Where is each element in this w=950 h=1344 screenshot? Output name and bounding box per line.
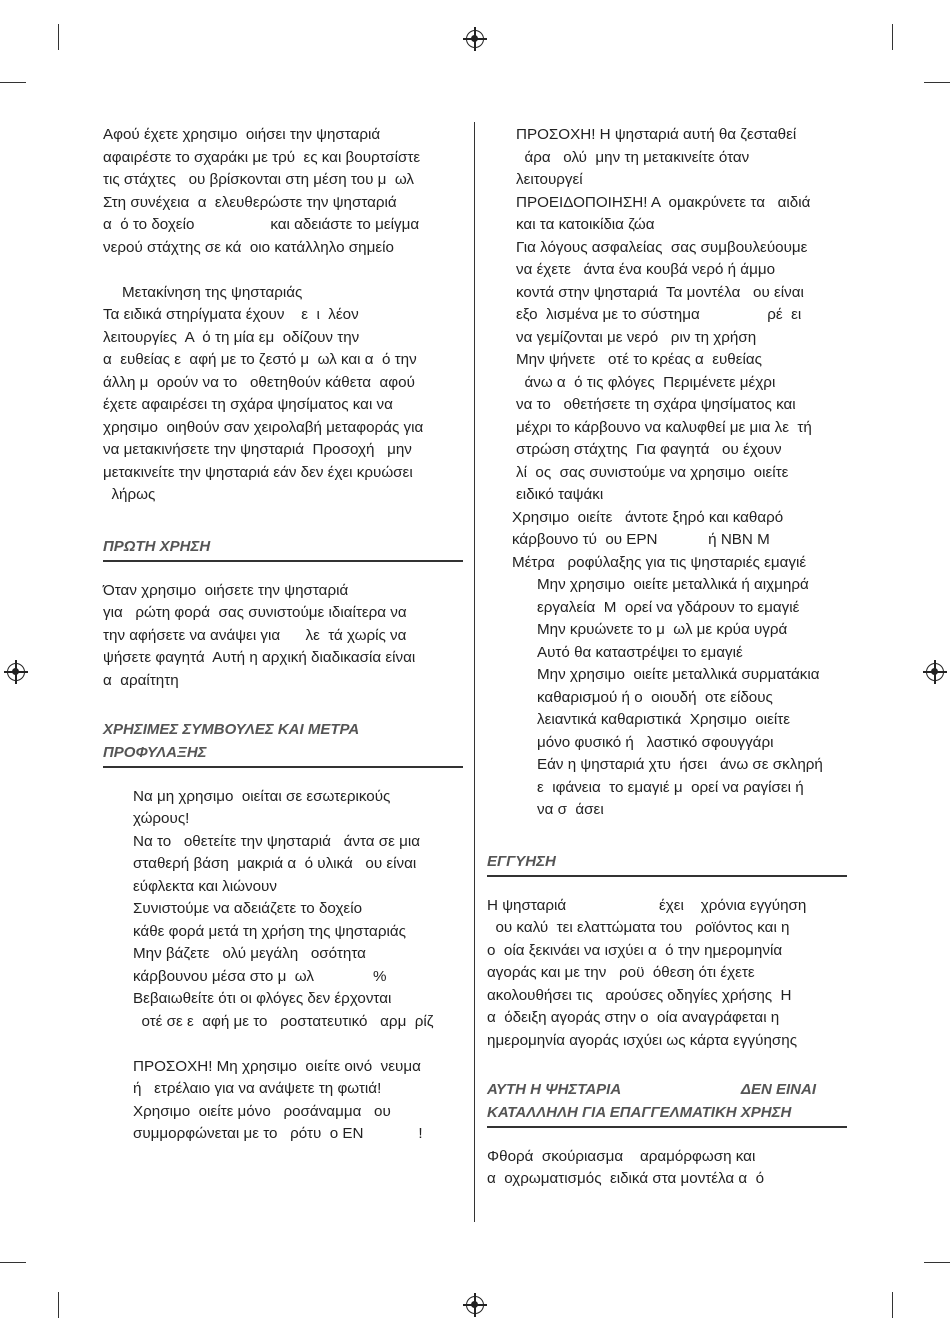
section-heading: ΑΥΤΗ Η ΨΗΣΤΑΡΙΑ ΔΕΝ ΕΙΝΑΙ (487, 1081, 816, 1098)
list-item: Βεβαιωθείτε ότι οι φλόγες δεν έρχονται (133, 990, 392, 1007)
text-line: α οχρωματισμός ειδικά στα μοντέλα α ό (487, 1170, 765, 1187)
list-item: λειτουργεί (516, 171, 583, 188)
list-item: εξο λισμένα με το σύστημα ρέ ει (516, 306, 802, 323)
list-item: εύφλεκτα και λιώνουν (133, 877, 277, 895)
list-item: Μην κρυώνετε το μ ωλ με κρύα υγρά (537, 621, 788, 638)
subheading: Μετακίνηση της ψησταριάς (122, 283, 303, 301)
tips-list (103, 786, 463, 1146)
list-item: ειδικό ταψάκι (516, 486, 604, 503)
crop-mark (0, 82, 26, 83)
list-item: σταθερή βάση μακριά α ό υλικά ου είναι (133, 855, 417, 872)
list-item: λί ος σας συνιστούμε να χρησιμο οιείτε (516, 463, 789, 481)
list-item: κάθε φορά μετά τη χρήση της ψησταριάς (133, 922, 406, 940)
list-item: μέχρι το κάρβουνο να καλυφθεί με μια λε τή (516, 418, 812, 436)
enamel-list (487, 574, 847, 822)
text-line: ψήσετε φαγητά Αυτή η αρχική διαδικασία είναι (103, 649, 416, 666)
list-item: και τα κατοικίδια ζώα (516, 216, 655, 233)
list-item: κάρβουνου μέσα στο μ ωλ % (133, 967, 387, 985)
list-item: ε ιφάνεια το εμαγιέ μ ορεί να ραγίσει ή (537, 778, 804, 796)
list-item: Να το οθετείτε την ψησταριά άντα σε μια (133, 832, 421, 850)
text-line: λειτουργίες Α ό τη μία εμ οδίζουν την (103, 328, 360, 346)
list-item: ΠΡΟΕΙΔΟΠΟΙΗΣΗ! Α ομακρύνετε τα αιδιά (516, 193, 811, 211)
list-item: Αυτό θα καταστρέψει το εμαγιέ (537, 643, 743, 661)
text-line: ο οία ξεκινάει να ισχύει α ό την ημερομηνία (487, 941, 783, 959)
list-item: Μην ψήνετε οτέ το κρέας α ευθείας (516, 351, 762, 368)
text-line: την αφήσετε να ανάψει για λε τά χωρίς να (103, 626, 407, 644)
text-line: Η ψησταριά έχει χρόνια εγγύηση (487, 896, 807, 914)
warning-line: συμμορφώνεται με το ρότυ ο ΕΝ ! (133, 1125, 423, 1142)
column-divider (474, 122, 475, 1222)
crop-mark (58, 24, 59, 50)
list-item: να έχετε άντα ένα κουβά νερό ή άμμο (516, 261, 776, 278)
section-heading: ΕΓΓΥΗΣΗ (487, 852, 556, 870)
text-line: Τα ειδικά στηρίγματα έχουν ε ι λέον (103, 306, 359, 323)
warning-line: ΠΡΟΣΟΧΗ! Μη χρησιμο οιείτε οινό νευμα (133, 1057, 421, 1075)
text-line: α όδειξη αγοράς στην ο οία αναγράφεται η (487, 1009, 780, 1026)
text-line: χρησιμο οιηθούν σαν χειρολαβή μεταφοράς για (103, 418, 424, 436)
list-item: Εάν η ψησταριά χτυ ήσει άνω σε σκληρή (537, 756, 823, 773)
heading-rule (487, 875, 847, 877)
text-line: μετακινείτε την ψησταριά εάν δεν έχει κρυώσει (103, 463, 413, 481)
section-heading: ΠΡΩΤΗ ΧΡΗΣΗ (103, 537, 211, 555)
heading-rule (103, 560, 463, 562)
list-item: Χρησιμο οιείτε άντοτε ξηρό και καθαρό (512, 508, 784, 526)
list-item: στρώση στάχτης Για φαγητά ου έχουν (516, 441, 782, 458)
right-column (487, 124, 847, 1191)
crop-mark (924, 1262, 950, 1263)
text-line: λήρως (103, 486, 156, 503)
text-line: ακολουθήσει τις αρούσες οδηγίες χρήσης Η (487, 986, 792, 1004)
crop-mark (0, 1262, 26, 1263)
text-line: α αραίτητη (103, 671, 179, 689)
list-item: Συνιστούμε να αδειάζετε το δοχείο (133, 900, 363, 917)
text-line: α ευθείας ε αφή με το ζεστό μ ωλ και α ό την (103, 351, 417, 368)
registration-mark-icon (926, 663, 944, 681)
text-line: Όταν χρησιμο οιήσετε την ψησταριά (103, 581, 349, 599)
charcoal-list (487, 507, 847, 575)
list-item: να γεμίζονται με νερό ριν τη χρήση (516, 328, 757, 346)
text-line: για ρώτη φορά σας συνιστούμε ιδιαίτερα να (103, 604, 407, 621)
list-item: κοντά στην ψησταριά Τα μοντέλα ου είναι (516, 283, 804, 301)
registration-mark-icon (466, 30, 484, 48)
list-item: να το οθετήσετε τη σχάρα ψησίματος και (516, 396, 796, 413)
text-line: νερού στάχτης σε κά οιο κατάλληλο σημείο (103, 238, 394, 256)
text-line: έχετε αφαιρέσει τη σχάρα ψησίματος και να (103, 396, 393, 413)
text-line: Στη συνέχεια α ελευθερώστε την ψησταριά (103, 193, 397, 211)
crop-mark (892, 24, 893, 50)
cautions-list (487, 124, 847, 507)
heading-rule (487, 1126, 847, 1128)
warning-line: Χρησιμο οιείτε μόνο ροσάναμμα ου (133, 1102, 391, 1120)
section-heading: ΧΡΗΣΙΜΕΣ ΣΥΜΒΟΥΛΕΣ ΚΑΙ ΜΕΤΡΑ (103, 721, 360, 738)
registration-mark-icon (466, 1296, 484, 1314)
text-line: Φθορά σκούριασμα αραμόρφωση και (487, 1147, 756, 1165)
list-item: κάρβουνο τύ ου ΕΡΝ ή ΝΒΝ Μ (512, 531, 770, 548)
text-line: να μετακινήσετε την ψησταριά Προσοχή μην (103, 441, 412, 458)
text-line: Αφού έχετε χρησιμο οιήσει την ψησταριά (103, 126, 381, 143)
text-line: τις στάχτες ου βρίσκονται στη μέση του μ ωλ (103, 171, 414, 188)
list-item: εργαλεία Μ ορεί να γδάρουν το εμαγιέ (537, 598, 800, 616)
text-line: αφαιρέστε το σχαράκι με τρύ ες και βουρτσίστε (103, 148, 421, 166)
list-item: λειαντικά καθαριστικά Χρησιμο οιείτε (537, 711, 791, 728)
list-item: να σ άσει (537, 801, 604, 818)
list-item: Μην χρησιμο οιείτε μεταλλικά ή αιχμηρά (537, 576, 809, 593)
section-heading: ΠΡΟΦΥΛΑΞΗΣ (103, 743, 207, 761)
list-item: χώρους! (133, 810, 190, 827)
text-line: ημερομηνία αγοράς ισχύει ως κάρτα εγγύησης (487, 1031, 798, 1049)
text-line: αγοράς και με την ροϋ όθεση ότι έχετε (487, 964, 755, 981)
left-column (103, 124, 463, 1146)
text-line: άλλη μ ορούν να το οθετηθούν κάθετα αφού (103, 373, 415, 391)
crop-mark (58, 1292, 59, 1318)
list-item: Να μη χρησιμο οιείται σε εσωτερικούς (133, 787, 391, 805)
list-item: μόνο φυσικό ή λαστικό σφουγγάρι (537, 733, 774, 751)
crop-mark (924, 82, 950, 83)
list-item: άνω α ό τις φλόγες Περιμένετε μέχρι (516, 373, 776, 391)
list-item: ΠΡΟΣΟΧΗ! Η ψησταριά αυτή θα ζεσταθεί (516, 126, 797, 143)
list-item: Μην χρησιμο οιείτε μεταλλικά συρματάκια (537, 666, 820, 683)
section-heading: ΚΑΤΑΛΛΗΛΗ ΓΙΑ ΕΠΑΓΓΕΛΜΑΤΙΚΗ ΧΡΗΣΗ (487, 1103, 792, 1121)
list-item: Μέτρα ροφύλαξης για τις ψησταριές εμαγιέ (512, 553, 807, 571)
list-item: οτέ σε ε αφή με το ροστατευτικό αρμ ρίζ (133, 1012, 434, 1030)
warning-line: ή ετρέλαιο για να ανάψετε τη φωτιά! (133, 1080, 382, 1097)
text-line: ου καλύ τει ελαττώματα του ροϊόντος και η (487, 919, 790, 936)
list-item: άρα ολύ μην τη μετακινείτε όταν (516, 148, 750, 166)
text-line: α ό το δοχείο και αδειάστε το μείγμα (103, 216, 420, 233)
list-item: Μην βάζετε ολύ μεγάλη οσότητα (133, 945, 366, 962)
list-item: καθαρισμού ή ο οιουδή οτε είδους (537, 688, 773, 706)
crop-mark (892, 1292, 893, 1318)
list-item: Για λόγους ασφαλείας σας συμβουλεύουμε (516, 238, 808, 256)
heading-rule (103, 766, 463, 768)
registration-mark-icon (7, 663, 25, 681)
